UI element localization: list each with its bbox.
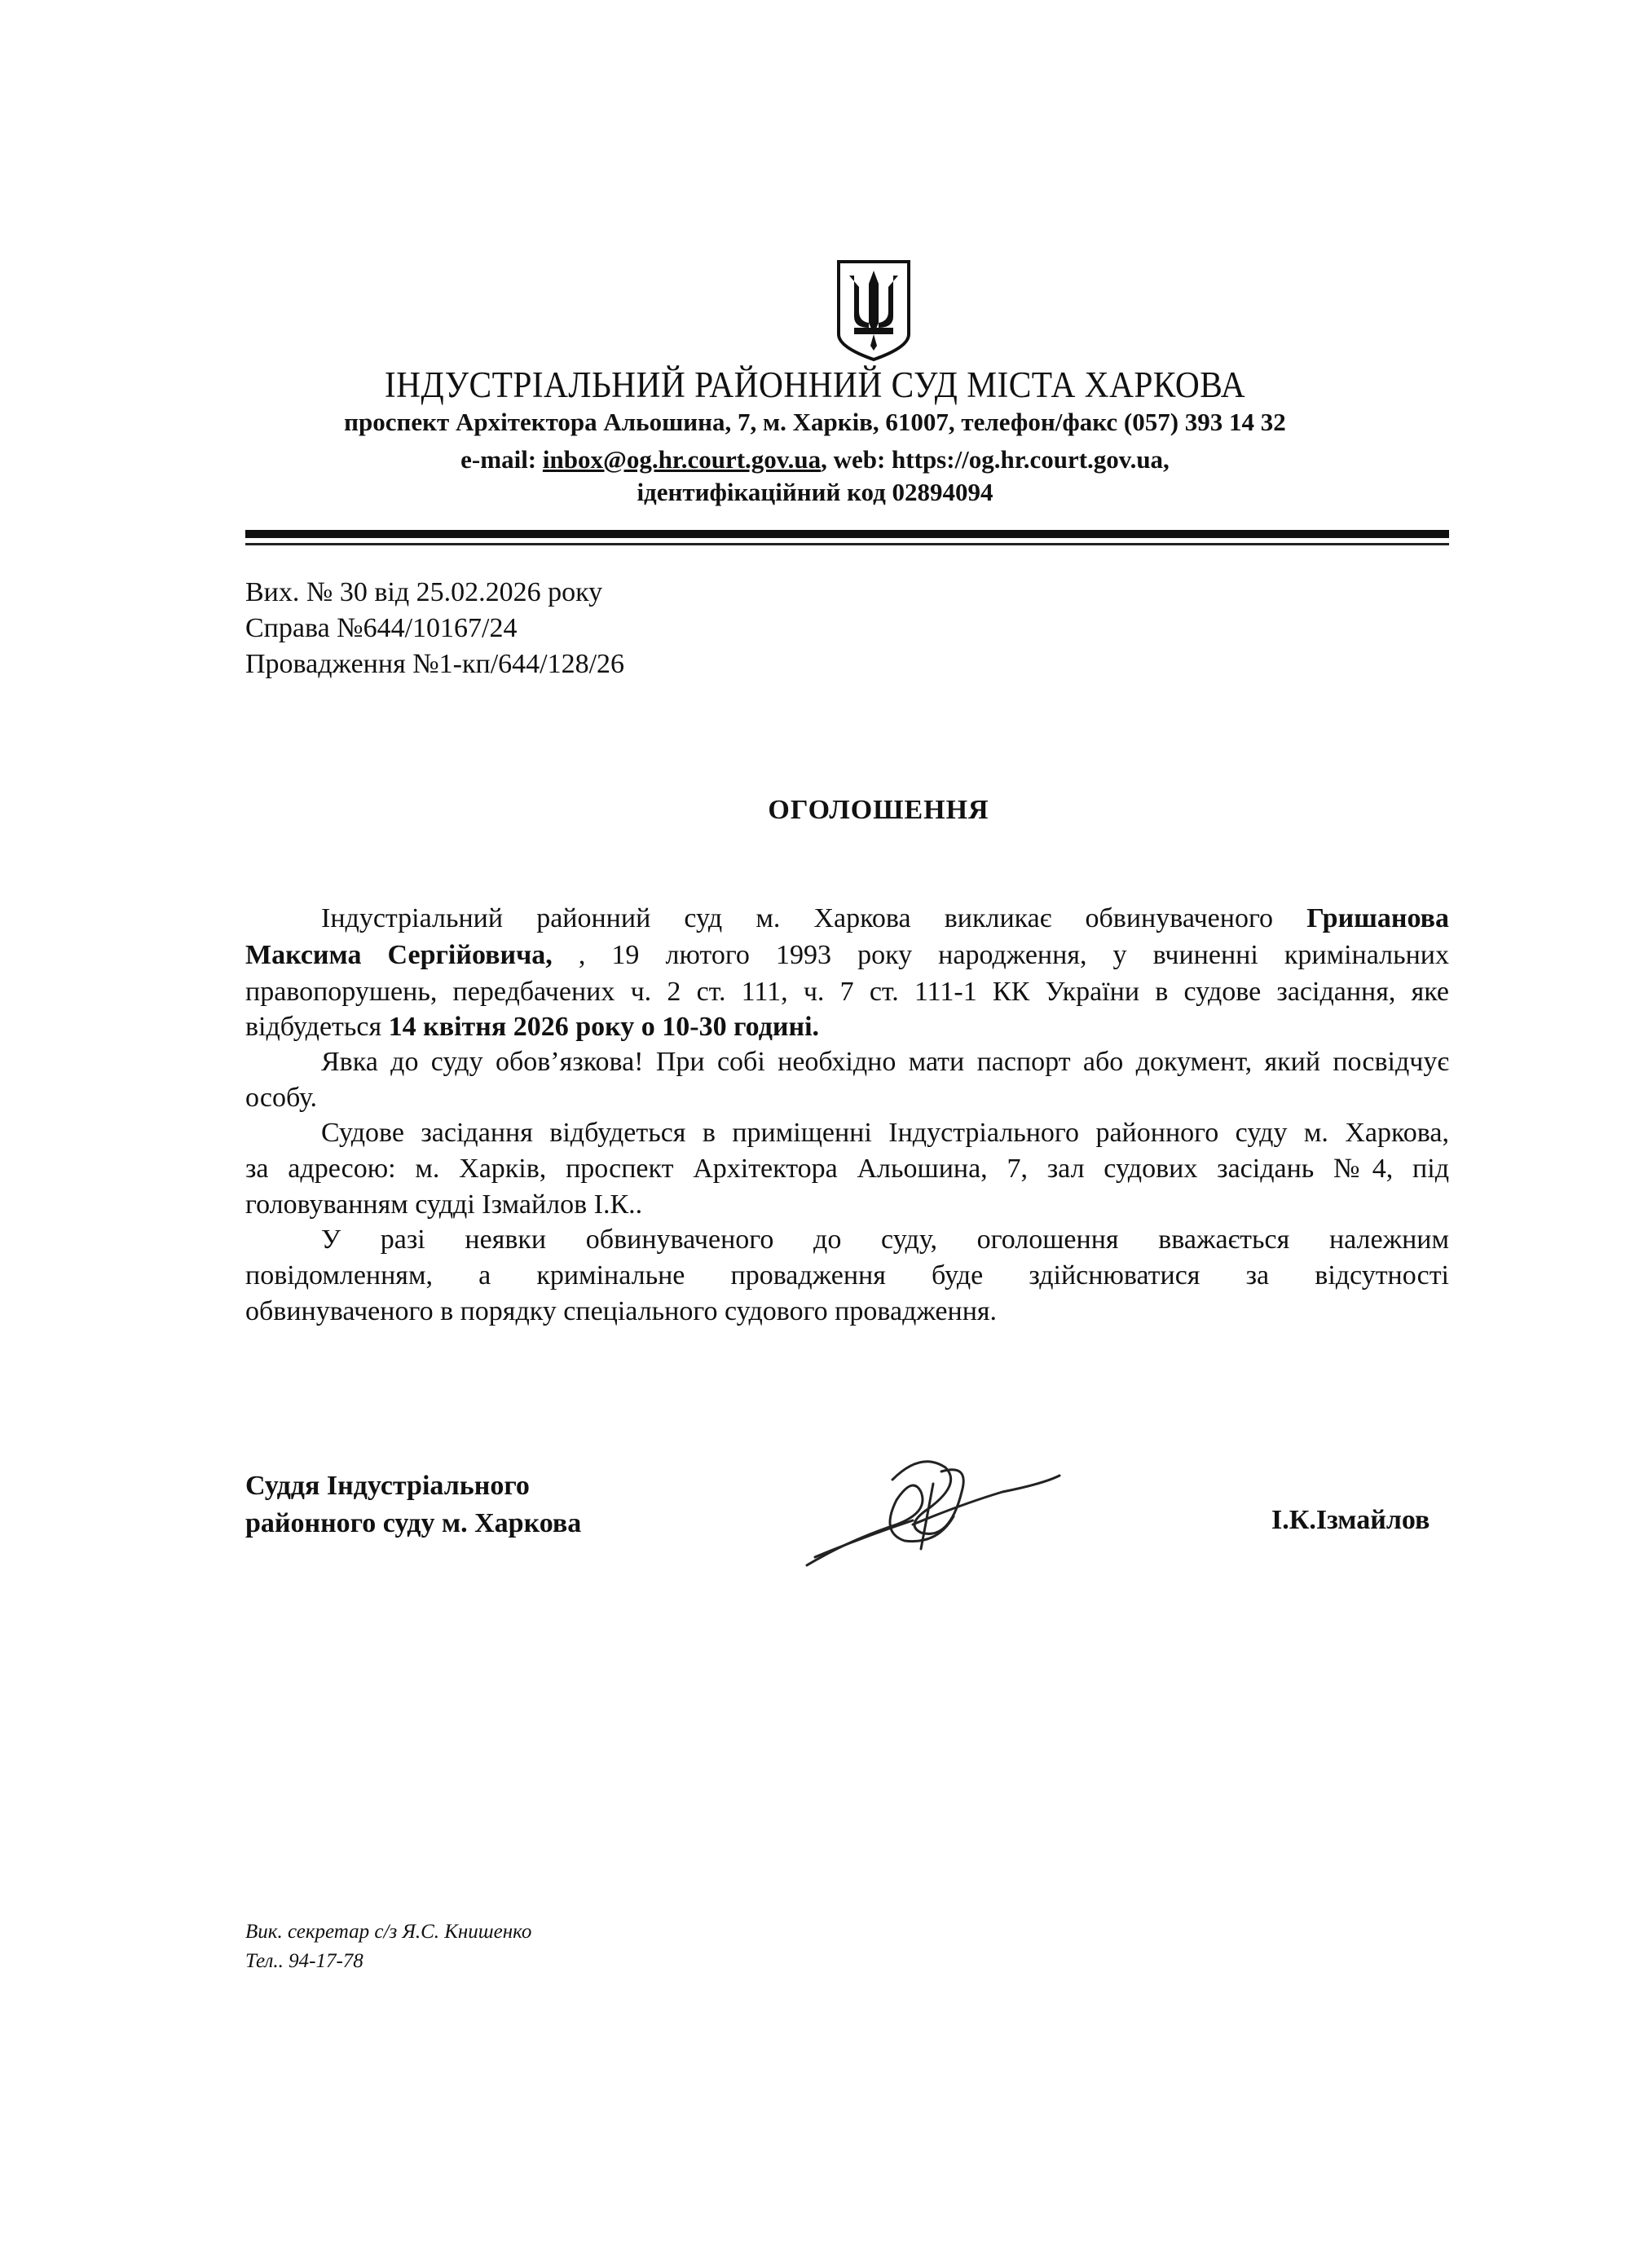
body-line: обвинуваченого в порядку спеціального судового провадження.	[245, 1296, 998, 1326]
hearing-datetime: 14 квітня 2026 року о 10-30 годині.	[388, 1012, 820, 1042]
judge-court: районного суду м. Харкова	[245, 1508, 582, 1538]
letterhead-divider	[245, 530, 1449, 538]
body-line: Судове засідання відбудеться в приміщенні Індустріального районного суду м. Харкова,	[321, 1118, 1449, 1148]
web-address: , web: https://og.hr.court.gov.ua,	[821, 445, 1170, 474]
letterhead-divider-thin	[245, 543, 1449, 545]
executor-note: Вик. секретар с/з Я.С. Книшенко	[245, 1921, 532, 1943]
court-name: ІНДУСТРІАЛЬНИЙ РАЙОННИЙ СУД МІСТА ХАРКОВА	[384, 364, 1246, 405]
body-line: за адресою: м. Харків, проспект Архітектора Альошина, 7, зал судових засідань №4, під	[245, 1154, 1449, 1184]
body-line: повідомленням, а кримінальне провадження буде здійснюватися за відсутності	[245, 1260, 1449, 1291]
email-link[interactable]: inbox@og.hr.court.gov.ua	[542, 445, 822, 474]
judge-name: І.К.Ізмайлов	[1271, 1505, 1430, 1535]
body-line: відбудеться 14 квітня 2026 року о 10-30 годині.	[245, 1012, 820, 1042]
proceeding-number: Провадження №1-кп/644/128/26	[245, 649, 625, 679]
email-label: e-mail:	[460, 445, 543, 474]
body-line: У разі неявки обвинуваченого до суду, оголошення вважається належним	[321, 1224, 1449, 1255]
body-line: головуванням судді Ізмайлов І.К..	[245, 1189, 643, 1220]
body-line: Індустріальний районний суд м. Харкова викликає обвинуваченого Гришанова	[321, 903, 1449, 933]
body-line: особу.	[245, 1083, 318, 1113]
defendant-surname: Гришанова	[1306, 903, 1449, 933]
outgoing-number: Вих. № 30 від 25.02.2026 року	[245, 577, 603, 607]
body-line: правопорушень, передбачених ч. 2 ст. 111, ч. 7 ст. 111-1 КК України в судове засідання, яке	[245, 977, 1449, 1007]
document-heading: ОГОЛОШЕННЯ	[768, 795, 989, 825]
executor-phone: Тел.. 94-17-78	[245, 1950, 363, 1972]
court-address: проспект Архітектора Альошина, 7, м. Харків, 61007, телефон/факс (057) 393 14 32	[344, 408, 1286, 436]
court-contacts	[0, 445, 1630, 474]
judge-position: Суддя Індустріального	[245, 1471, 530, 1501]
identification-code: ідентифікаційний код 02894094	[637, 478, 993, 506]
handwritten-signature	[799, 1443, 1068, 1573]
case-number: Справа №644/10167/24	[245, 613, 518, 643]
body-line: Явка до суду обов’язкова! При собі необхідно мати паспорт або документ, який посвідчує	[321, 1047, 1449, 1077]
coat-of-arms-icon	[836, 259, 911, 362]
body-line: Максима Сергійовича, , 19 лютого 1993 року народження, у вчиненні кримінальних	[245, 940, 1449, 970]
defendant-name: Максима Сергійовича,	[245, 940, 553, 970]
